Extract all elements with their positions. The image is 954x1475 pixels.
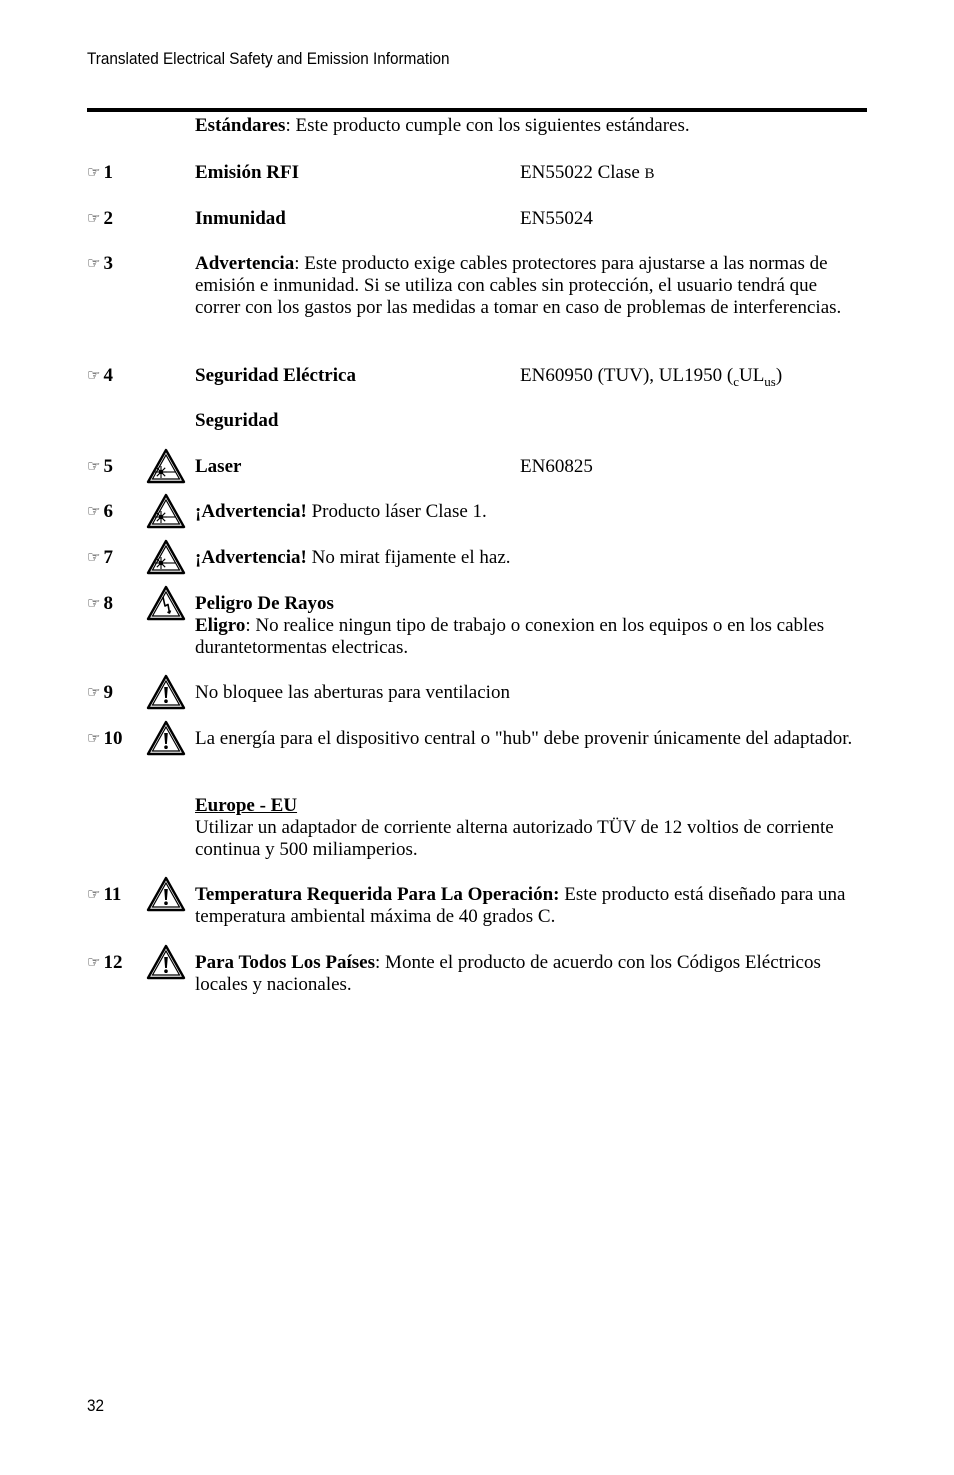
pointing-hand-icon: ☞ (87, 504, 101, 520)
item-number: ☞ 5 (87, 456, 113, 477)
item-label: ¡Advertencia! (195, 501, 307, 522)
item-number: ☞ 2 (87, 208, 113, 229)
item-number: ☞ 7 (87, 547, 113, 568)
item-number: ☞ 6 (87, 501, 113, 522)
pointing-hand-icon: ☞ (87, 685, 101, 701)
running-header: Translated Electrical Safety and Emission Information (87, 49, 450, 68)
europe-text: Utilizar un adaptador de corriente alterna autorizado TÜV de 12 voltios de corriente continua y 500 miliamperios. (195, 817, 834, 860)
electrical-hazard-icon (146, 585, 186, 621)
item-number: ☞ 3 (87, 253, 113, 274)
item-number: ☞ 11 (87, 884, 122, 905)
laser-warning-icon (146, 493, 186, 529)
item-number: ☞ 4 (87, 365, 113, 386)
caution-icon (146, 720, 186, 756)
item-text: Producto láser Clase 1. (306, 501, 487, 522)
caution-icon (146, 674, 186, 710)
item-value: EN60825 (520, 456, 593, 477)
item-label: ¡Advertencia! (195, 547, 307, 568)
item-value: EN55022 Clase B (520, 162, 655, 183)
item-sublabel: Eligro (195, 615, 246, 636)
europe-heading: Europe - EU (195, 795, 298, 816)
item-number: ☞ 10 (87, 728, 123, 749)
item-number: ☞ 12 (87, 952, 123, 973)
pointing-hand-icon: ☞ (87, 211, 101, 227)
item-value: EN60950 (TUV), UL1950 $(_cUL_{us})$ (520, 365, 783, 389)
item-label: Laser (195, 456, 242, 477)
standards-text: : Este producto cumple con los siguientes estándares. (285, 115, 690, 136)
item-label: Inmunidad (195, 208, 286, 229)
item-label: Seguridad Eléctrica (195, 365, 356, 386)
item-text: : Monte el producto de acuerdo con los Códigos Eléctricos locales y nacionales. (195, 952, 821, 995)
item-number: ☞ 1 (87, 162, 113, 183)
pointing-hand-icon: ☞ (87, 459, 101, 475)
item-text: No mirat fijamente el haz. (306, 547, 511, 568)
pointing-hand-icon: ☞ (87, 955, 101, 971)
item-label: Advertencia (195, 253, 295, 274)
item-text: : Este producto exige cables protectores para ajustarse a las normas de emisión e inmunidad. Si se utiliza con cables sin protección, el usuario tendrá que correr con los gastos por las medidas a tomar en caso de problemas de interferencias. (195, 253, 842, 318)
laser-warning-icon (146, 539, 186, 575)
pointing-hand-icon: ☞ (87, 887, 101, 903)
caution-icon (146, 876, 186, 912)
item-text: La energía para el dispositivo central o "hub" debe provenir únicamente del adaptador. (195, 728, 853, 749)
pointing-hand-icon: ☞ (87, 550, 101, 566)
item-number: ☞ 9 (87, 682, 113, 703)
caution-icon (146, 944, 186, 980)
standards-label: Estándares (195, 115, 286, 136)
item-text: : No realice ningun tipo de trabajo o conexion en los equipos o en los cables durantetormentas electricas. (195, 615, 825, 658)
item-value: EN55024 (520, 208, 593, 229)
item-text: No bloquee las aberturas para ventilacion (195, 682, 510, 703)
item-label: Emisión RFI (195, 162, 299, 183)
pointing-hand-icon: ☞ (87, 731, 101, 747)
item-number: ☞ 8 (87, 593, 113, 614)
header-rule (87, 108, 867, 112)
pointing-hand-icon: ☞ (87, 596, 101, 612)
laser-warning-icon (146, 448, 186, 484)
pointing-hand-icon: ☞ (87, 165, 101, 181)
pointing-hand-icon: ☞ (87, 368, 101, 384)
pointing-hand-icon: ☞ (87, 256, 101, 272)
item-label: Peligro De Rayos (195, 593, 334, 614)
page-number: 32 (87, 1396, 105, 1415)
item-label: Para Todos Los Países (195, 952, 376, 973)
item-text: Este producto está diseñado para una temperatura ambiental máxima de 40 grados C. (195, 884, 846, 927)
item-label: Temperatura Requerida Para La Operación: (195, 884, 560, 905)
safety-heading: Seguridad (195, 410, 279, 431)
